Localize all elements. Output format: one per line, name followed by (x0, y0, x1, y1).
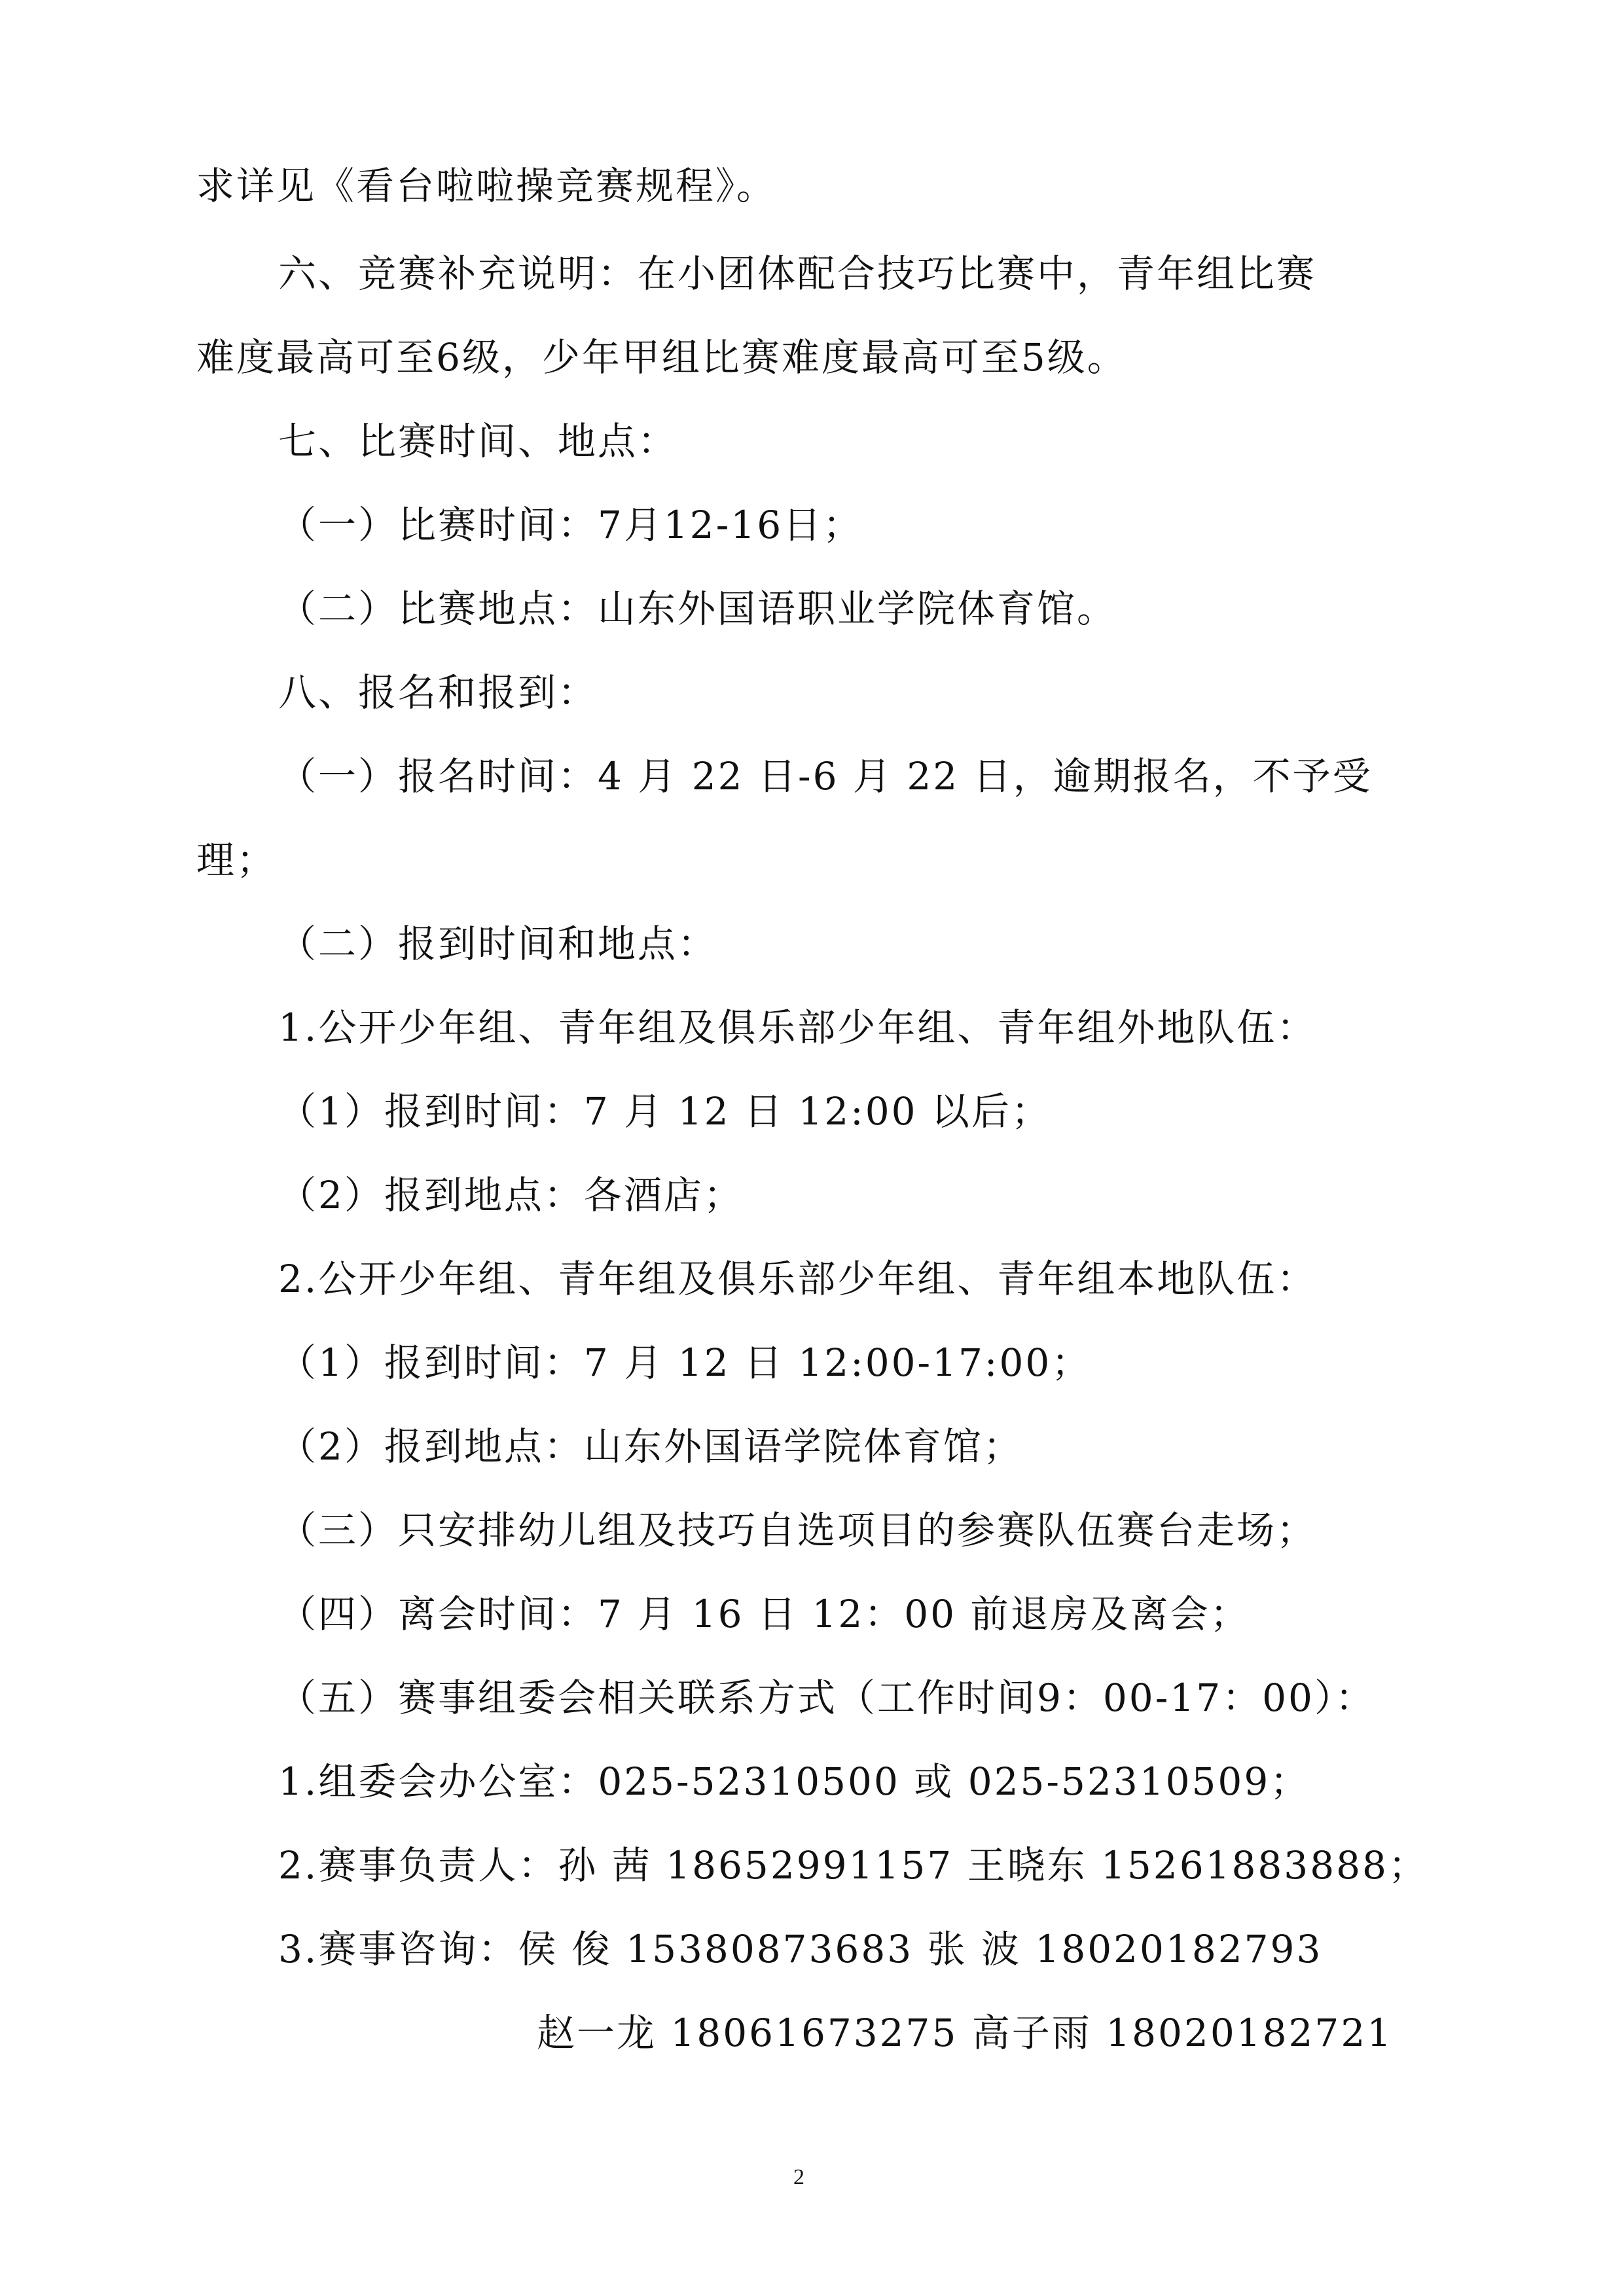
paragraph-line-12: （1）报到时间：7 月 12 日 12:00 以后； (278, 1089, 1051, 1134)
paragraph-line-22: 3.赛事咨询：侯 俊 15380873683 张 波 18020182793 (278, 1927, 1323, 1971)
paragraph-line-1: 求详见《看台啦啦操竞赛规程》。 (196, 164, 777, 208)
paragraph-line-3: 难度最高可至6级，少年甲组比赛难度最高可至5级。 (196, 335, 1127, 380)
paragraph-line-23: 赵一龙 18061673275 高子雨 18020182721 (537, 2011, 1394, 2055)
paragraph-line-21: 2.赛事负责人：孙 茜 18652991157 王晓东 15261883888； (278, 1843, 1428, 1888)
paragraph-line-19: （五）赛事组委会相关联系方式（工作时间9：00-17：00）： (278, 1676, 1375, 1720)
paragraph-line-9: 理； (196, 838, 277, 882)
paragraph-line-16: （2）报到地点：山东外国语学院体育馆； (278, 1424, 1023, 1469)
paragraph-line-18: （四）离会时间：7 月 16 日 12：00 前退房及离会； (278, 1592, 1250, 1636)
paragraph-line-15: （1）报到时间：7 月 12 日 12:00-17:00； (278, 1340, 1092, 1385)
paragraph-line-8: （一）报名时间：4 月 22 日-6 月 22 日，逾期报名，不予受 (278, 754, 1373, 798)
paragraph-line-5: （一）比赛时间：7月12-16日； (278, 503, 863, 547)
paragraph-line-2: 六、竞赛补充说明：在小团体配合技巧比赛中，青年组比赛 (278, 251, 1317, 296)
paragraph-line-20: 1.组委会办公室：025-52310500 或 025-52310509； (278, 1759, 1310, 1804)
paragraph-line-14: 2.公开少年组、青年组及俱乐部少年组、青年组本地队伍： (278, 1257, 1317, 1301)
paragraph-line-6: （二）比赛地点：山东外国语职业学院体育馆。 (278, 586, 1117, 631)
paragraph-line-17: （三）只安排幼儿组及技巧自选项目的参赛队伍赛台走场； (278, 1508, 1317, 1552)
paragraph-line-13: （2）报到地点：各酒店； (278, 1173, 744, 1217)
section-heading-8: 八、报名和报到： (278, 670, 598, 715)
paragraph-line-10: （二）报到时间和地点： (278, 922, 718, 966)
section-heading-7: 七、比赛时间、地点： (278, 419, 678, 463)
paragraph-line-11: 1.公开少年组、青年组及俱乐部少年组、青年组外地队伍： (278, 1005, 1317, 1050)
page-number: 2 (793, 2165, 804, 2189)
